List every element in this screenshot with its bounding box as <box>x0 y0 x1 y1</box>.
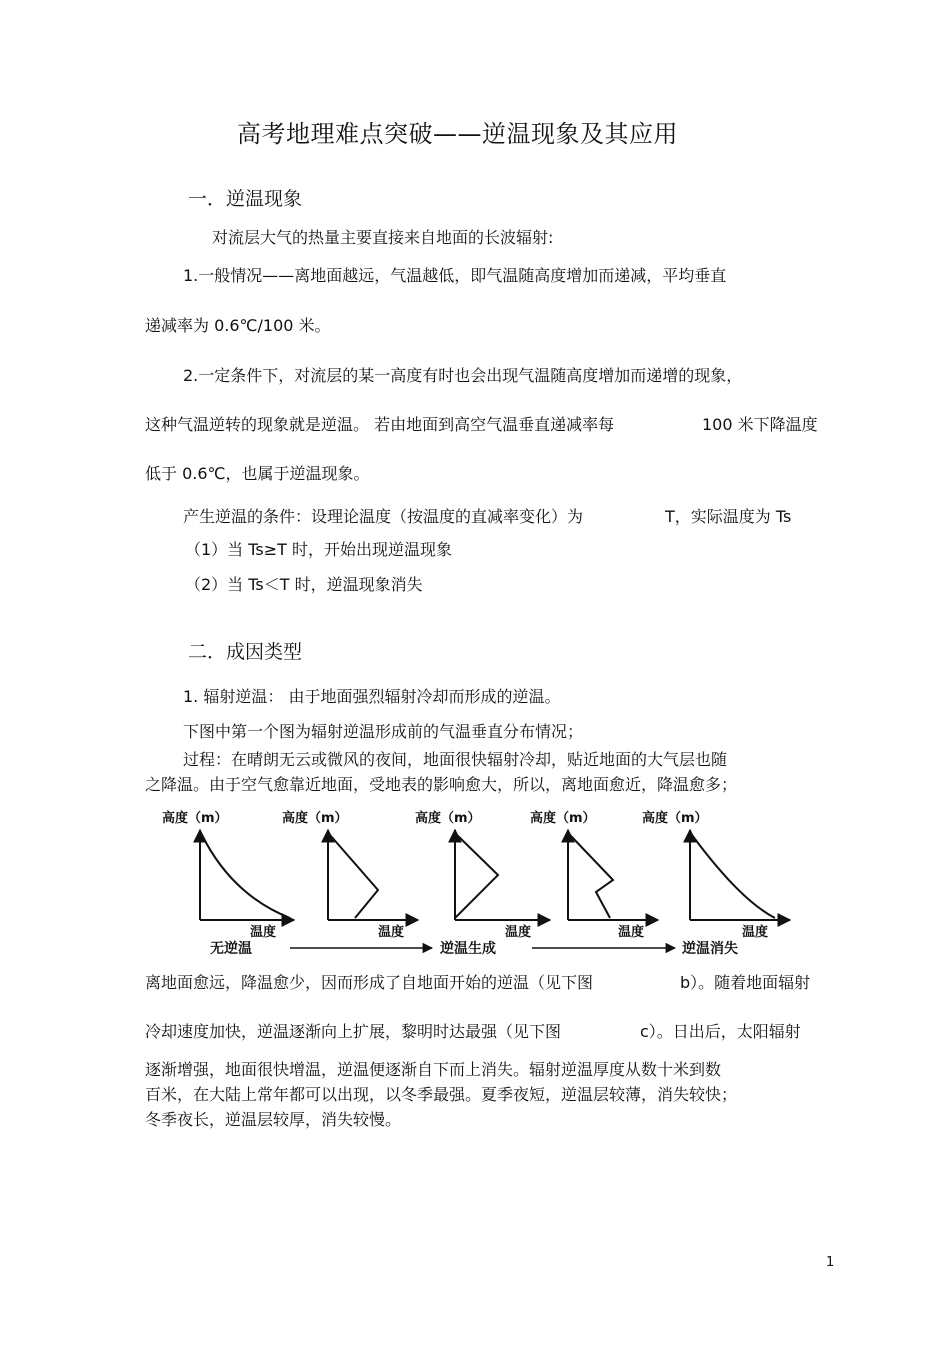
x-axis-label: 温度 <box>742 925 769 940</box>
y-axis-label: 高度（m） <box>415 811 481 826</box>
paragraph-item2-line2b: 100 米下降温度 <box>702 415 818 434</box>
paragraph-process-line2: 之降温。由于空气愈靠近地面，受地表的影响愈大，所以，离地面愈近，降温愈多； <box>145 775 738 794</box>
paragraph-after-line2b: c）。日出后，太阳辐射 <box>640 1022 801 1041</box>
x-axis-label: 温度 <box>378 925 405 940</box>
x-axis-label: 温度 <box>250 925 277 940</box>
paragraph-item2-line1: 2.一定条件下，对流层的某一高度有时也会出现气温随高度增加而递增的现象， <box>183 366 743 385</box>
y-axis-label: 高度（m） <box>162 811 228 826</box>
stage-label-no-inversion: 无逆温 <box>210 941 252 957</box>
section-heading-2: 二．成因类型 <box>188 641 303 663</box>
stage-label-inversion-disappearing: 逆温消失 <box>682 941 738 957</box>
paragraph-after-line4: 百米，在大陆上常年都可以出现，以冬季最强。夏季夜短，逆温层较薄，消失较快； <box>145 1085 738 1104</box>
page-title: 高考地理难点突破——逆温现象及其应用 <box>237 120 678 148</box>
diagram-panel-5 <box>642 810 790 940</box>
section-heading-1: 一．逆温现象 <box>188 188 303 210</box>
stage-label-inversion-forming: 逆温生成 <box>440 941 496 957</box>
y-axis-label: 高度（m） <box>642 811 708 826</box>
paragraph-intro: 对流层大气的热量主要直接来自地面的长波辐射: <box>212 228 554 247</box>
paragraph-process-line1: 过程：在晴朗无云或微风的夜间，地面很快辐射冷却，贴近地面的大气层也随 <box>183 750 728 769</box>
x-axis-label: 温度 <box>618 925 645 940</box>
inversion-diagram <box>150 800 800 960</box>
paragraph-after-line3: 逐渐增强，地面很快增温，逆温便逐渐自下而上消失。辐射逆温厚度从数十米到数 <box>145 1060 722 1079</box>
condition-2: （2）当 Ts＜T 时，逆温现象消失 <box>185 575 423 594</box>
subheading-radiation-inversion: 1. 辐射逆温： 由于地面强烈辐射冷却而形成的逆温。 <box>183 687 561 706</box>
diagram-panel-3 <box>415 810 550 940</box>
page-number: 1 <box>826 1255 835 1270</box>
condition-1: （1）当 Ts≥T 时，开始出现逆温现象 <box>185 540 452 559</box>
paragraph-item2-line2a: 这种气温逆转的现象就是逆温。 若由地面到高空气温垂直递减率每 <box>145 415 615 434</box>
diagram-panel-1 <box>162 810 294 940</box>
condition-line-a: 产生逆温的条件：设理论温度（按温度的直减率变化）为 <box>183 507 584 526</box>
paragraph-item1-line2: 递减率为 0.6℃/100 米。 <box>145 316 331 335</box>
paragraph-after-line5: 冬季夜长，逆温层较厚，消失较慢。 <box>145 1110 402 1129</box>
y-axis-label: 高度（m） <box>530 811 596 826</box>
condition-line-b: T，实际温度为 Ts <box>665 507 792 526</box>
y-axis-label: 高度（m） <box>282 811 348 826</box>
paragraph-after-line1b: b）。随着地面辐射 <box>680 973 811 992</box>
paragraph-figure-desc: 下图中第一个图为辐射逆温形成前的气温垂直分布情况； <box>183 722 584 741</box>
x-axis-label: 温度 <box>505 925 532 940</box>
paragraph-item2-line3: 低于 0.6℃，也属于逆温现象。 <box>145 464 370 483</box>
paragraph-after-line2a: 冷却速度加快，逆温逐渐向上扩展，黎明时达最强（见下图 <box>145 1022 562 1041</box>
paragraph-after-line1a: 离地面愈远，降温愈少，因而形成了自地面开始的逆温（见下图 <box>145 973 594 992</box>
paragraph-item1-line1: 1.一般情况——离地面越远，气温越低，即气温随高度增加而递减，平均垂直 <box>183 266 727 285</box>
diagram-panel-2 <box>282 810 418 940</box>
